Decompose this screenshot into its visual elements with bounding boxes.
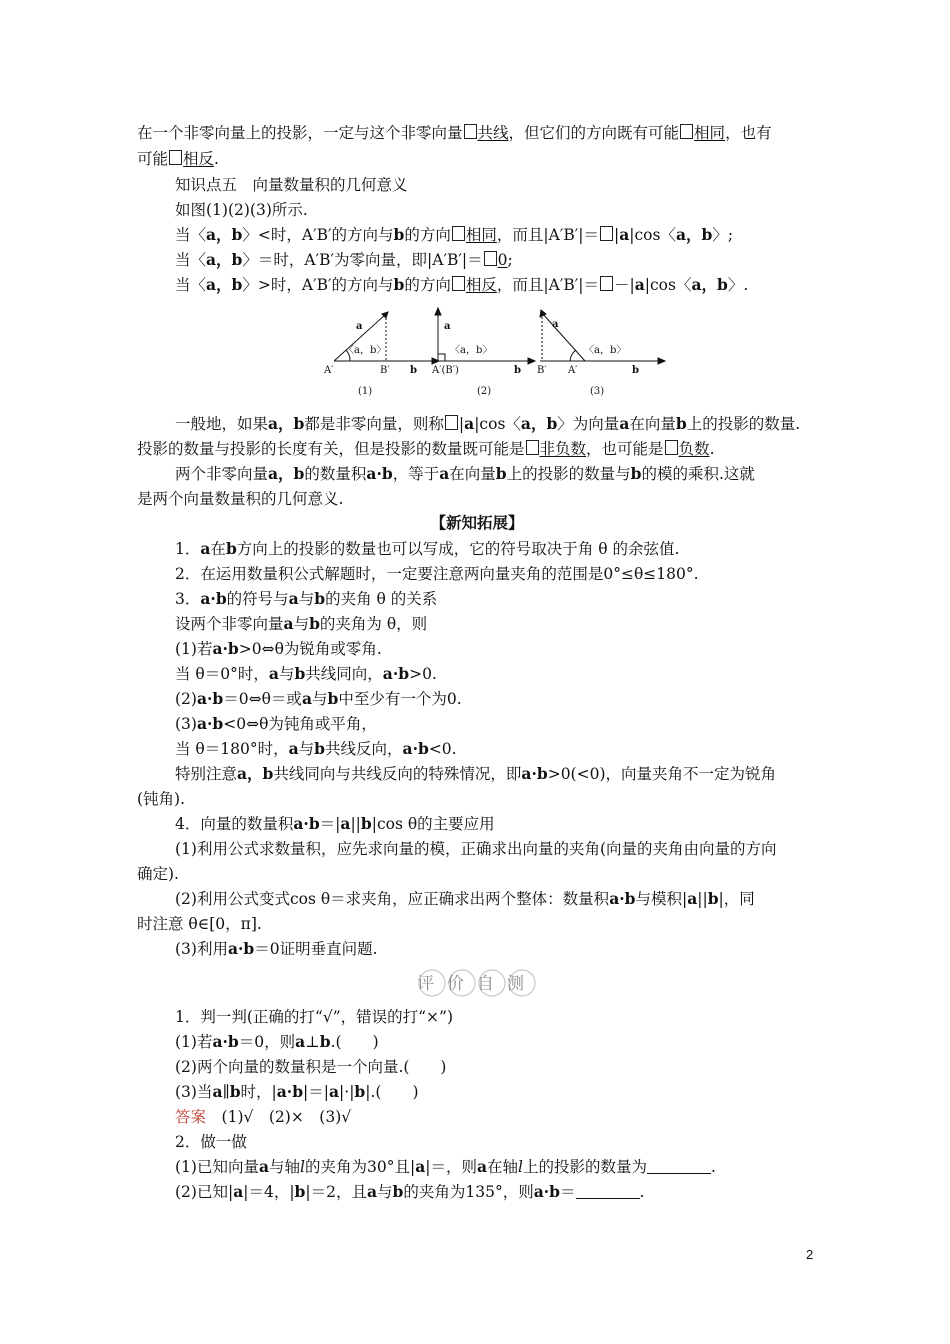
fig3-label-b: b [632,365,639,376]
text-line: 1．a在b方向上的投影的数量也可以写成，它的符号取决于角 θ 的余弦值. [175,539,680,558]
fig1-caption: (1) [358,386,373,397]
text-line: 当〈a，b〉＝时，A′B′为零向量，即|A′B′|＝ 0; [175,250,513,269]
extension-title: 【新知拓展】 [430,513,524,532]
text-line: 两个非零向量a，b的数量积a·b，等于a在向量b上的投影的数量与b的模的乘积.这就 [175,464,755,483]
projection-figure [320,305,670,400]
fig2-label-a: a [444,321,451,332]
text-line: 特别注意a，b共线同向与共线反向的特殊情况，即a·b>0(<0)，向量夹角不一定为锐角 [175,764,776,783]
text-line: (2)利用公式变式cos θ＝求夹角，应正确求出两个整体：数量积a·b与模积|a||b|，同 [175,889,755,908]
text-line: (1)利用公式求数量积，应先求向量的模，正确求出向量的夹角(向量的夹角由向量的方向 [175,840,777,858]
text-line: (1)若a·b>0⇔θ为锐角或零角. [175,639,382,658]
fig2-label-b: b [514,365,521,376]
text-line: (2)两个向量的数量积是一个向量.( ) [175,1058,447,1076]
fig1-label-a: a [356,321,363,332]
fig2-AB: A′(B′) [432,365,459,376]
text-line: 确定). [137,865,179,883]
text-line: 可能 相反. [137,150,219,168]
answer-line: 答案 (1)√ (2)× (3)√ [175,1108,352,1126]
text-line: 设两个非零向量a与b的夹角为 θ，则 [175,614,428,633]
text-line: 3．a·b的符号与a与b的夹角 θ 的关系 [175,589,438,608]
fig3-caption: (3) [590,386,605,397]
fig3-B: B′ [537,365,547,376]
fig1-B: B′ [380,365,390,376]
text-line: 当〈a，b〉>时，A′B′的方向与b的方向 相反，而且|A′B′|＝ －|a|cos〈a，b〉. [175,275,749,294]
section-heading: 知识点五 向量数量积的几何意义 [175,176,408,194]
fig1-angle: 〈a，b〉 [344,345,387,356]
answer-blank[interactable] [647,1159,711,1174]
text-line: 4．向量的数量积a·b＝|a||b|cos θ的主要应用 [175,814,495,833]
fig2-caption: (2) [477,386,492,397]
text-line: 当 θ＝180°时，a与b共线反向，a·b<0. [175,739,457,758]
fig1-label-b: b [410,365,417,376]
fig3-angle: 〈a，b〉 [584,345,627,356]
fig1-A: A′ [324,365,334,376]
text-line: 如图(1)(2)(3)所示. [175,201,308,219]
text-line: 在一个非零向量上的投影，一定与这个非零向量 共线，但它们的方向既有可能 相同，也有 [137,124,772,142]
text-line: 当 θ＝0°时，a与b共线同向，a·b>0. [175,664,437,683]
text-line: 时注意 θ∈[0，π]. [137,915,262,933]
fig3-label-a: a [552,319,559,330]
text-line: 1．判一判(正确的打“√”，错误的打“×”) [175,1008,454,1026]
text-line: 当〈a，b〉<时，A′B′的方向与b的方向 相同，而且|A′B′|＝ |a|cos〈a，b〉; [175,225,734,244]
self-test-badge-text: 评价自测 [417,974,537,994]
fig3-A: A′ [568,365,578,376]
text-line: 投影的数量与投影的长度有关，但是投影的数量既可能是 非负数，也可能是 负数. [137,440,715,458]
self-test-badge [412,968,542,998]
text-line: 是两个向量数量积的几何意义. [137,490,344,508]
answer-blank[interactable] [576,1184,640,1199]
text-line: (1)已知向量a与轴l的夹角为30°且|a|＝，则a在轴l上的投影的数量为 . [175,1157,716,1176]
page-number: 2 [806,1247,814,1262]
text-line: (3)a·b<0⇔θ为钝角或平角， [175,714,377,733]
text-line: 2．做一做 [175,1133,247,1151]
text-line: (3)当a∥b时，|a·b|＝|a|·|b|.( ) [175,1082,419,1101]
text-line: (2)已知|a|＝4，|b|＝2，且a与b的夹角为135°，则a·b＝ . [175,1182,645,1201]
text-line: 2．在运用数量积公式解题时，一定要注意两向量夹角的范围是0°≤θ≤180°. [175,565,699,583]
fig2-angle: 〈a，b〉 [450,345,493,356]
text-line: (1)若a·b＝0，则a⊥b.( ) [175,1032,379,1051]
text-line: (钝角). [137,790,186,808]
text-line: 一般地，如果a，b都是非零向量，则称 |a|cos〈a，b〉为向量a在向量b上的投影的数量. [175,414,801,433]
text-line: (2)a·b＝0⇔θ＝或a与b中至少有一个为0. [175,689,462,708]
text-line: (3)利用a·b＝0证明垂直问题. [175,939,378,958]
